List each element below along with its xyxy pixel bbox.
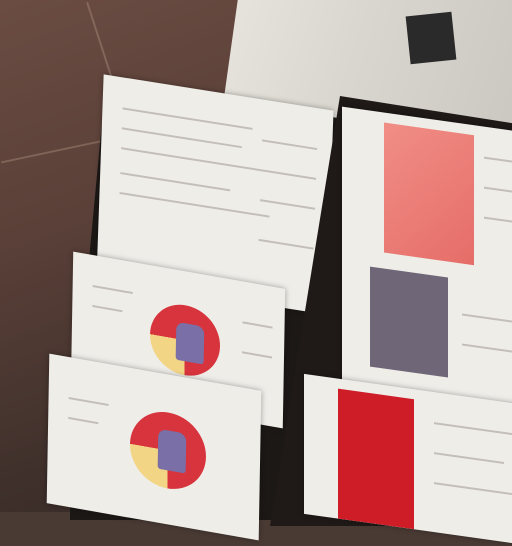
purple-panel (370, 267, 448, 378)
person-graphic (158, 429, 187, 474)
salmon-panel (384, 123, 474, 266)
person-graphic (176, 322, 205, 365)
red-panel (338, 389, 414, 530)
right-top-brochure (342, 107, 512, 426)
wall-vent (406, 12, 457, 65)
